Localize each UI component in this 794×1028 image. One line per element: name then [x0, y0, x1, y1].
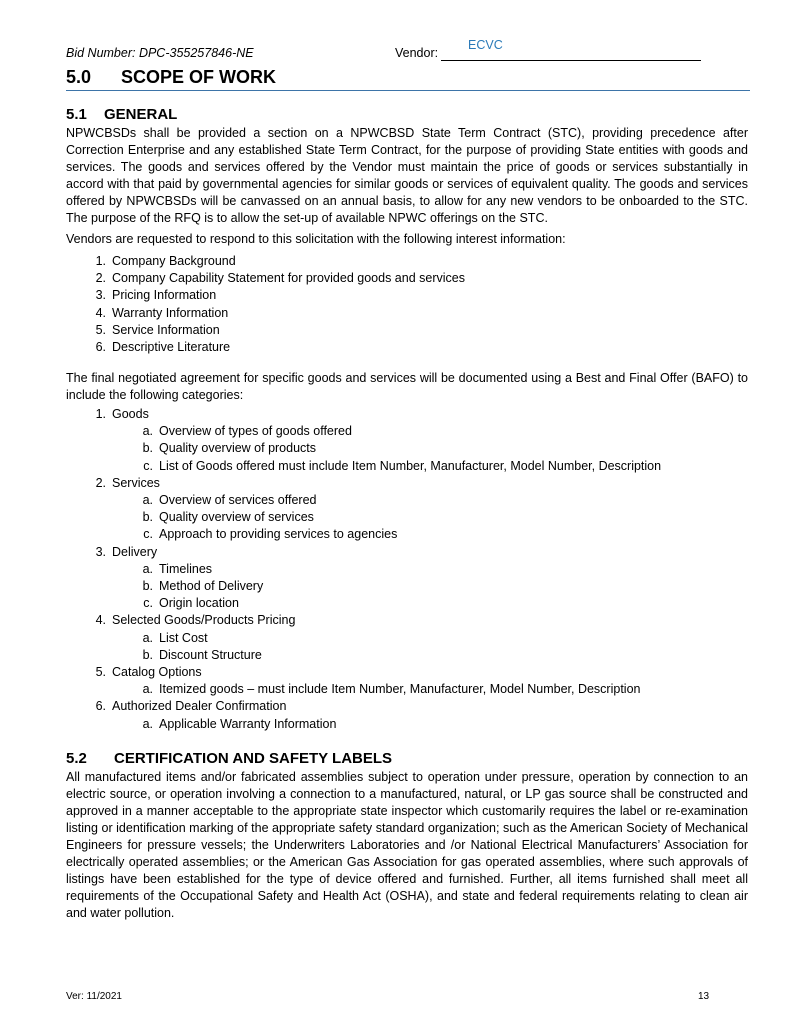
list-item: c. Origin location — [143, 596, 239, 611]
list-item: a. Applicable Warranty Information — [142, 716, 337, 731]
bafo-category-list — [88, 406, 661, 733]
section-title-text: SCOPE OF WORK — [121, 67, 277, 87]
list-item: a. Overview of types of goods offered — [142, 424, 352, 439]
list-item: a. Itemized goods – must include Item Number, Manufacturer, Model Number, Description — [142, 682, 641, 697]
list-item: 5. Service Information — [95, 322, 220, 337]
list-item: a. Overview of services offered — [142, 493, 317, 508]
general-title: GENERAL — [104, 106, 178, 123]
section-divider — [66, 90, 750, 91]
list-item: a. List Cost — [142, 630, 208, 645]
section-title — [66, 67, 276, 88]
sub-list — [112, 423, 661, 475]
list-item: b. Discount Structure — [142, 647, 262, 662]
bid-number: Bid Number: DPC-355257846-NE — [66, 46, 254, 60]
list-item: 6. Descriptive Literature — [95, 340, 231, 355]
page-number: 13 — [698, 991, 710, 1002]
general-number: 5.1 — [66, 106, 87, 123]
list-item: 2. Services a. Overview of services offered b. Quality overview of services c. Approach to providing services to agencies — [88, 475, 661, 544]
sub-list — [112, 630, 661, 664]
interest-list — [88, 253, 465, 356]
list-item: b. Quality overview of services — [142, 510, 314, 525]
sub-list — [112, 681, 661, 698]
section-number: 5.0 — [66, 67, 92, 87]
interest-intro: Vendors are requested to respond to this solicitation with the following interest information: — [66, 232, 566, 246]
sub-list — [112, 716, 661, 733]
list-item: 5. Catalog Options a. Itemized goods – must include Item Number, Manufacturer, Model Number, Description — [88, 664, 661, 698]
certification-paragraph: All manufactured items and/or fabricated assemblies subject to operation under pressure, operation by connection to an electric source, or operation involving a connection to a manufactured, natural, or LP gas source shall be constructed and approved in a manner acceptable to the appropriate state inspector which customarily requires the label or re-examination listing or identification marking of the appropriate safety standard organization; such as the American Society of Mechanical Engineers for pressure vessels; the Underwriters Laboratories and /or National Electrical Manufacturers’ Association for electrically operated assemblies; or the American Gas Association for gas operated assemblies, where such approvals of listings have been established for the type of device offered and furnished. Further, all items furnished shall meet all requirements of the Occupational Safety and Health Act (OSHA), and state and federal requirements relating to clean air and water pollution. — [66, 770, 748, 920]
vendor-label: Vendor: — [395, 46, 439, 60]
list-item: 3. Delivery a. Timelines b. Method of Delivery c. Origin location — [88, 544, 661, 613]
sub-list — [112, 561, 661, 613]
certification-number: 5.2 — [66, 750, 87, 767]
list-item: a. Timelines — [142, 561, 213, 576]
vendor-underline — [441, 60, 701, 61]
certification-title: CERTIFICATION AND SAFETY LABELS — [114, 750, 393, 767]
general-paragraph: NPWCBSDs shall be provided a section on a NPWCBSD State Term Contract (STC), providing precedence after Correction Enterprise and any established State Term Contract, for the purpose of providing State entities with goods and services. The goods and services offered by the Vendor must maintain the price of goods or services substantially in accord with that paid by governmental agencies for similar goods or services of equivalent quality. The goods and services offered by NPWCBSDs will be canvassed on an annual basis, to allow for any new vendors to be onboarded to the STC. The purpose of the RFQ is to allow the set-up of available NPWC offerings on the STC. — [66, 126, 748, 225]
list-item: 1. Company Background — [95, 254, 236, 268]
sub-list — [112, 492, 661, 544]
certification-heading — [66, 750, 392, 767]
list-item: c. Approach to providing services to agencies — [143, 527, 398, 542]
list-item: 4. Warranty Information — [95, 305, 229, 320]
list-item: b. Quality overview of products — [142, 441, 317, 456]
list-item: 2. Company Capability Statement for provided goods and services — [95, 271, 465, 286]
footer-version: Ver: 11/2021 — [66, 991, 122, 1002]
list-item: b. Method of Delivery — [142, 579, 264, 594]
vendor-field-value[interactable]: ECVC — [468, 38, 503, 52]
general-heading — [66, 106, 177, 123]
list-item: 3. Pricing Information — [95, 288, 217, 303]
list-item: 4. Selected Goods/Products Pricing a. List Cost b. Discount Structure — [88, 612, 661, 664]
list-item: 1. Goods a. Overview of types of goods offered b. Quality overview of products c. List of Goods offered must include Item Number, Manufacturer, Model Number, Description — [88, 406, 661, 475]
list-item: c. List of Goods offered must include Item Number, Manufacturer, Model Number, Description — [143, 458, 662, 473]
bafo-intro: The final negotiated agreement for specific goods and services will be documented using a Best and Final Offer (BAFO) to include the following categories: — [66, 371, 748, 402]
list-item: 6. Authorized Dealer Confirmation a. Applicable Warranty Information — [88, 698, 661, 732]
